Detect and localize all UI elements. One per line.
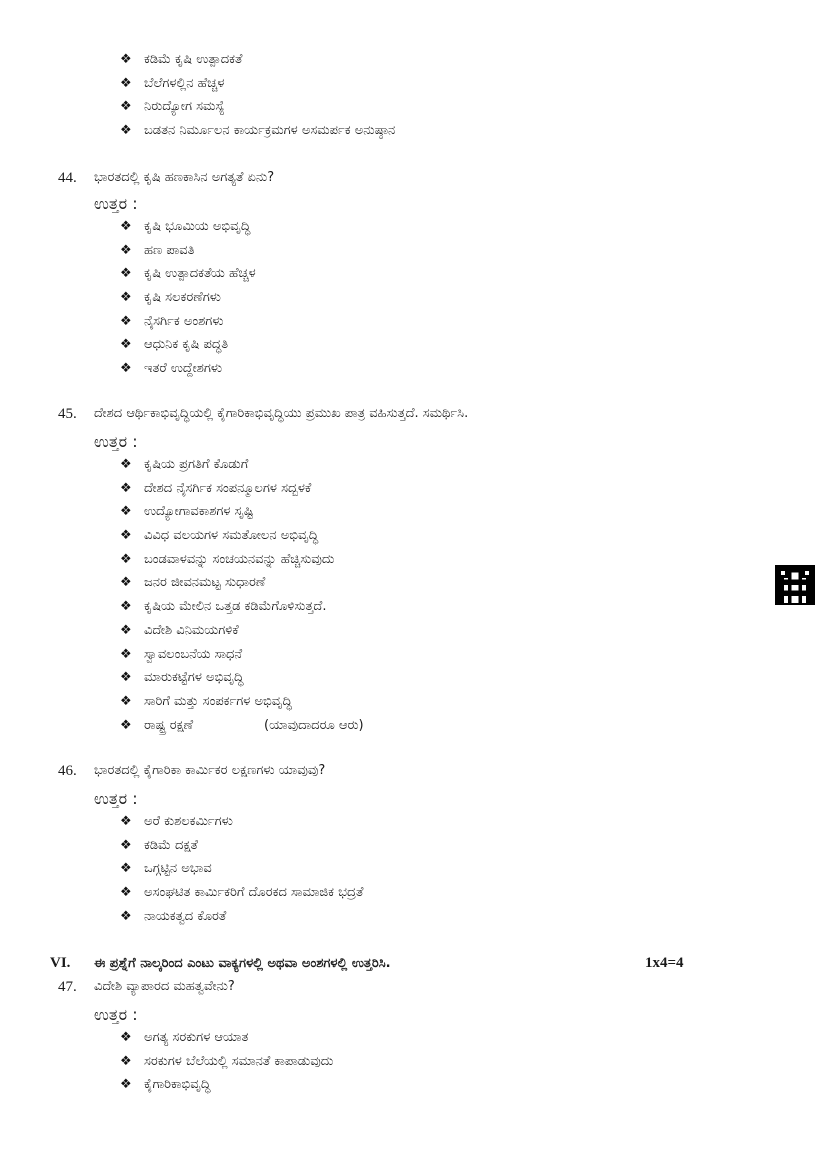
list-item: ❖ ನಾಯಕತ್ವದ ಕೊರತೆ bbox=[120, 905, 363, 929]
question-text: ಭಾರತದಲ್ಲಿ ಕೃಷಿ ಹಣಕಾಸಿನ ಅಗತ್ಯತೆ ಏನು? bbox=[94, 170, 275, 185]
list-item: ❖ ದೇಶದ ನೈಸರ್ಗಿಕ ಸಂಪನ್ಮೂಲಗಳ ಸದ್ಬಳಕೆ bbox=[120, 477, 364, 501]
question-number: 46. bbox=[58, 763, 77, 779]
list-item: ❖ ಕೃಷಿಯ ಪ್ರಗತಿಗೆ ಕೊಡುಗೆ bbox=[120, 453, 364, 477]
list-item: ❖ ಕೃಷಿಯ ಮೇಲಿನ ಒತ್ತಡ ಕಡಿಮೆಗೊಳಿಸುತ್ತದೆ. bbox=[120, 595, 364, 619]
list-item: ❖ ಕಡಿಮೆ ದಕ್ಷತೆ bbox=[120, 834, 363, 858]
list-item: ❖ ವಿವಿಧ ವಲಯಗಳ ಸಮತೋಲನ ಅಭಿವೃದ್ಧಿ bbox=[120, 524, 364, 548]
question-text: ವಿದೇಶಿ ವ್ಯಾಪಾರದ ಮಹತ್ವವೇನು? bbox=[94, 979, 235, 994]
bullet-icon: ❖ bbox=[120, 814, 132, 829]
bullet-icon: ❖ bbox=[120, 908, 132, 924]
bullet-icon: ❖ bbox=[120, 457, 132, 472]
list-item: ❖ ಸ್ವಾವಲಂಬನೆಯ ಸಾಧನೆ bbox=[120, 643, 364, 667]
answer-label: ಉತ್ತರ : bbox=[94, 194, 138, 213]
list-item: ❖ ಕೃಷಿ ಉತ್ಪಾದಕತೆಯ ಹೆಚ್ಚಳ bbox=[120, 262, 256, 286]
section-marks: 1x4=4 bbox=[645, 955, 684, 971]
bullet-icon: ❖ bbox=[120, 123, 132, 139]
answer-label: ಉತ್ತರ : bbox=[94, 1005, 138, 1024]
question-number: 44. bbox=[58, 170, 77, 186]
list-item: ❖ ರಾಷ್ಟ್ರ ರಕ್ಷಣೆ (ಯಾವುದಾದರೂ ಆರು) bbox=[120, 714, 364, 738]
bullet-icon: ❖ bbox=[120, 52, 132, 67]
bullet-icon: ❖ bbox=[120, 575, 132, 591]
bullet-icon: ❖ bbox=[120, 242, 132, 258]
q47-answer-list bbox=[120, 1026, 333, 1097]
question-text: ಭಾರತದಲ್ಲಿ ಕೈಗಾರಿಕಾ ಕಾರ್ಮಿಕರ ಲಕ್ಷಣಗಳು ಯಾವುವು? bbox=[94, 763, 326, 778]
bullet-icon: ❖ bbox=[120, 861, 132, 877]
bullet-icon: ❖ bbox=[120, 622, 132, 638]
q45-answer-list bbox=[120, 453, 364, 737]
list-item: ❖ ಒಗ್ಗಟ್ಟಿನ ಅಭಾವ bbox=[120, 857, 363, 881]
question-47 bbox=[58, 979, 235, 996]
section-number: VI. bbox=[50, 955, 71, 971]
list-item: ❖ ಉದ್ಯೋಗಾವಕಾಶಗಳ ಸೃಷ್ಟಿ bbox=[120, 500, 364, 524]
bullet-icon: ❖ bbox=[120, 551, 132, 567]
list-item: ❖ ಕಡಿಮೆ ಕೃಷಿ ಉತ್ಪಾದಕತೆ bbox=[120, 48, 395, 72]
question-number: 47. bbox=[58, 979, 77, 995]
question-text: ದೇಶದ ಆರ್ಥಿಕಾಭಿವೃದ್ಧಿಯಲ್ಲಿ ಕೈಗಾರಿಕಾಭಿವೃದ್ಧಿಯು ಪ್ರಮುಖ ಪಾತ್ರ ವಹಿಸುತ್ತದೆ. ಸಮರ್ಥಿಸಿ. bbox=[94, 406, 469, 421]
bullet-icon: ❖ bbox=[120, 1077, 132, 1093]
list-item: ❖ ಕೈಗಾರಿಕಾಭಿವೃದ್ಧಿ bbox=[120, 1073, 333, 1097]
list-item: ❖ ಅರೆ ಕುಶಲಕರ್ಮಿಗಳು bbox=[120, 810, 363, 834]
bullet-icon: ❖ bbox=[120, 290, 132, 306]
list-item: ❖ ಬೆಲೆಗಳಲ್ಲಿನ ಹೆಚ್ಚಳ bbox=[120, 72, 395, 96]
bullet-icon: ❖ bbox=[120, 337, 132, 353]
intro-bullet-list bbox=[120, 48, 395, 143]
bullet-icon: ❖ bbox=[120, 1030, 132, 1045]
answer-label: ಉತ್ತರ : bbox=[94, 789, 138, 808]
list-item: ❖ ಬಂಡವಾಳವನ್ನು ಸಂಚಯನವನ್ನು ಹೆಚ್ಚಿಸುವುದು bbox=[120, 548, 364, 572]
question-46 bbox=[58, 763, 325, 780]
bullet-icon: ❖ bbox=[120, 75, 132, 91]
section-instruction: ಈ ಪ್ರಶ್ನೆಗೆ ನಾಲ್ಕರಿಂದ ಎಂಟು ವಾಕ್ಯಗಳಲ್ಲಿ ಅಥವಾ ಅಂಶಗಳಲ್ಲಿ ಉತ್ತರಿಸಿ. bbox=[94, 956, 391, 971]
question-44 bbox=[58, 170, 274, 187]
bullet-icon: ❖ bbox=[120, 504, 132, 520]
list-item: ❖ ವಿದೇಶಿ ವಿನಿಮಯಗಳಿಕೆ bbox=[120, 619, 364, 643]
bullet-icon: ❖ bbox=[120, 1053, 132, 1069]
list-item: ❖ ಮಾರುಕಟ್ಟೆಗಳ ಅಭಿವೃದ್ಧಿ bbox=[120, 666, 364, 690]
bullet-icon: ❖ bbox=[120, 599, 132, 615]
bullet-icon: ❖ bbox=[120, 266, 132, 282]
any-six-note: (ಯಾವುದಾದರೂ ಆರು) bbox=[264, 717, 364, 733]
bullet-icon: ❖ bbox=[120, 528, 132, 544]
list-item: ❖ ಬಡತನ ನಿರ್ಮೂಲನ ಕಾರ್ಯಕ್ರಮಗಳ ಅಸಮರ್ಪಕ ಅನುಷ್ಠಾನ bbox=[120, 119, 395, 143]
question-number: 45. bbox=[58, 406, 77, 422]
list-item: ❖ ಕೃಷಿ ಸಲಕರಣೆಗಳು bbox=[120, 286, 256, 310]
list-item: ❖ ಅಸಂಘಟಿತ ಕಾರ್ಮಿಕರಿಗೆ ದೊರಕದ ಸಾಮಾಜಿಕ ಭದ್ರತೆ bbox=[120, 881, 363, 905]
list-item: ❖ ನಿರುದ್ಯೋಗ ಸಮಸ್ಯೆ bbox=[120, 95, 395, 119]
section-vi-heading bbox=[50, 955, 391, 972]
list-item: ❖ ನೈಸರ್ಗಿಕ ಅಂಶಗಳು bbox=[120, 310, 256, 334]
bullet-icon: ❖ bbox=[120, 717, 132, 733]
bullet-icon: ❖ bbox=[120, 670, 132, 686]
bullet-icon: ❖ bbox=[120, 885, 132, 901]
question-45 bbox=[58, 406, 468, 423]
list-item: ❖ ಅಗತ್ಯ ಸರಕುಗಳ ಆಯಾತ bbox=[120, 1026, 333, 1050]
qr-code-icon bbox=[775, 565, 815, 605]
bullet-icon: ❖ bbox=[120, 361, 132, 377]
bullet-icon: ❖ bbox=[120, 480, 132, 496]
list-item: ❖ ಹಣ ಪಾವತಿ bbox=[120, 239, 256, 263]
bullet-icon: ❖ bbox=[120, 693, 132, 709]
list-item: ❖ ಸಾರಿಗೆ ಮತ್ತು ಸಂಪರ್ಕಗಳ ಅಭಿವೃದ್ಧಿ bbox=[120, 690, 364, 714]
list-item: ❖ ಇತರೆ ಉದ್ದೇಶಗಳು bbox=[120, 357, 256, 381]
list-item: ❖ ಜನರ ಜೀವನಮಟ್ಟ ಸುಧಾರಣೆ bbox=[120, 571, 364, 595]
bullet-icon: ❖ bbox=[120, 837, 132, 853]
bullet-icon: ❖ bbox=[120, 646, 132, 662]
bullet-icon: ❖ bbox=[120, 99, 132, 115]
list-item: ❖ ಕೃಷಿ ಭೂಮಿಯ ಅಭಿವೃದ್ಧಿ bbox=[120, 215, 256, 239]
bullet-icon: ❖ bbox=[120, 313, 132, 329]
q46-answer-list bbox=[120, 810, 363, 928]
list-item: ❖ ಆಧುನಿಕ ಕೃಷಿ ಪದ್ಧತಿ bbox=[120, 333, 256, 357]
list-item: ❖ ಸರಕುಗಳ ಬೆಲೆಯಲ್ಲಿ ಸಮಾನತೆ ಕಾಪಾಡುವುದು bbox=[120, 1050, 333, 1074]
q44-answer-list bbox=[120, 215, 256, 381]
bullet-icon: ❖ bbox=[120, 219, 132, 234]
answer-label: ಉತ್ತರ : bbox=[94, 432, 138, 451]
